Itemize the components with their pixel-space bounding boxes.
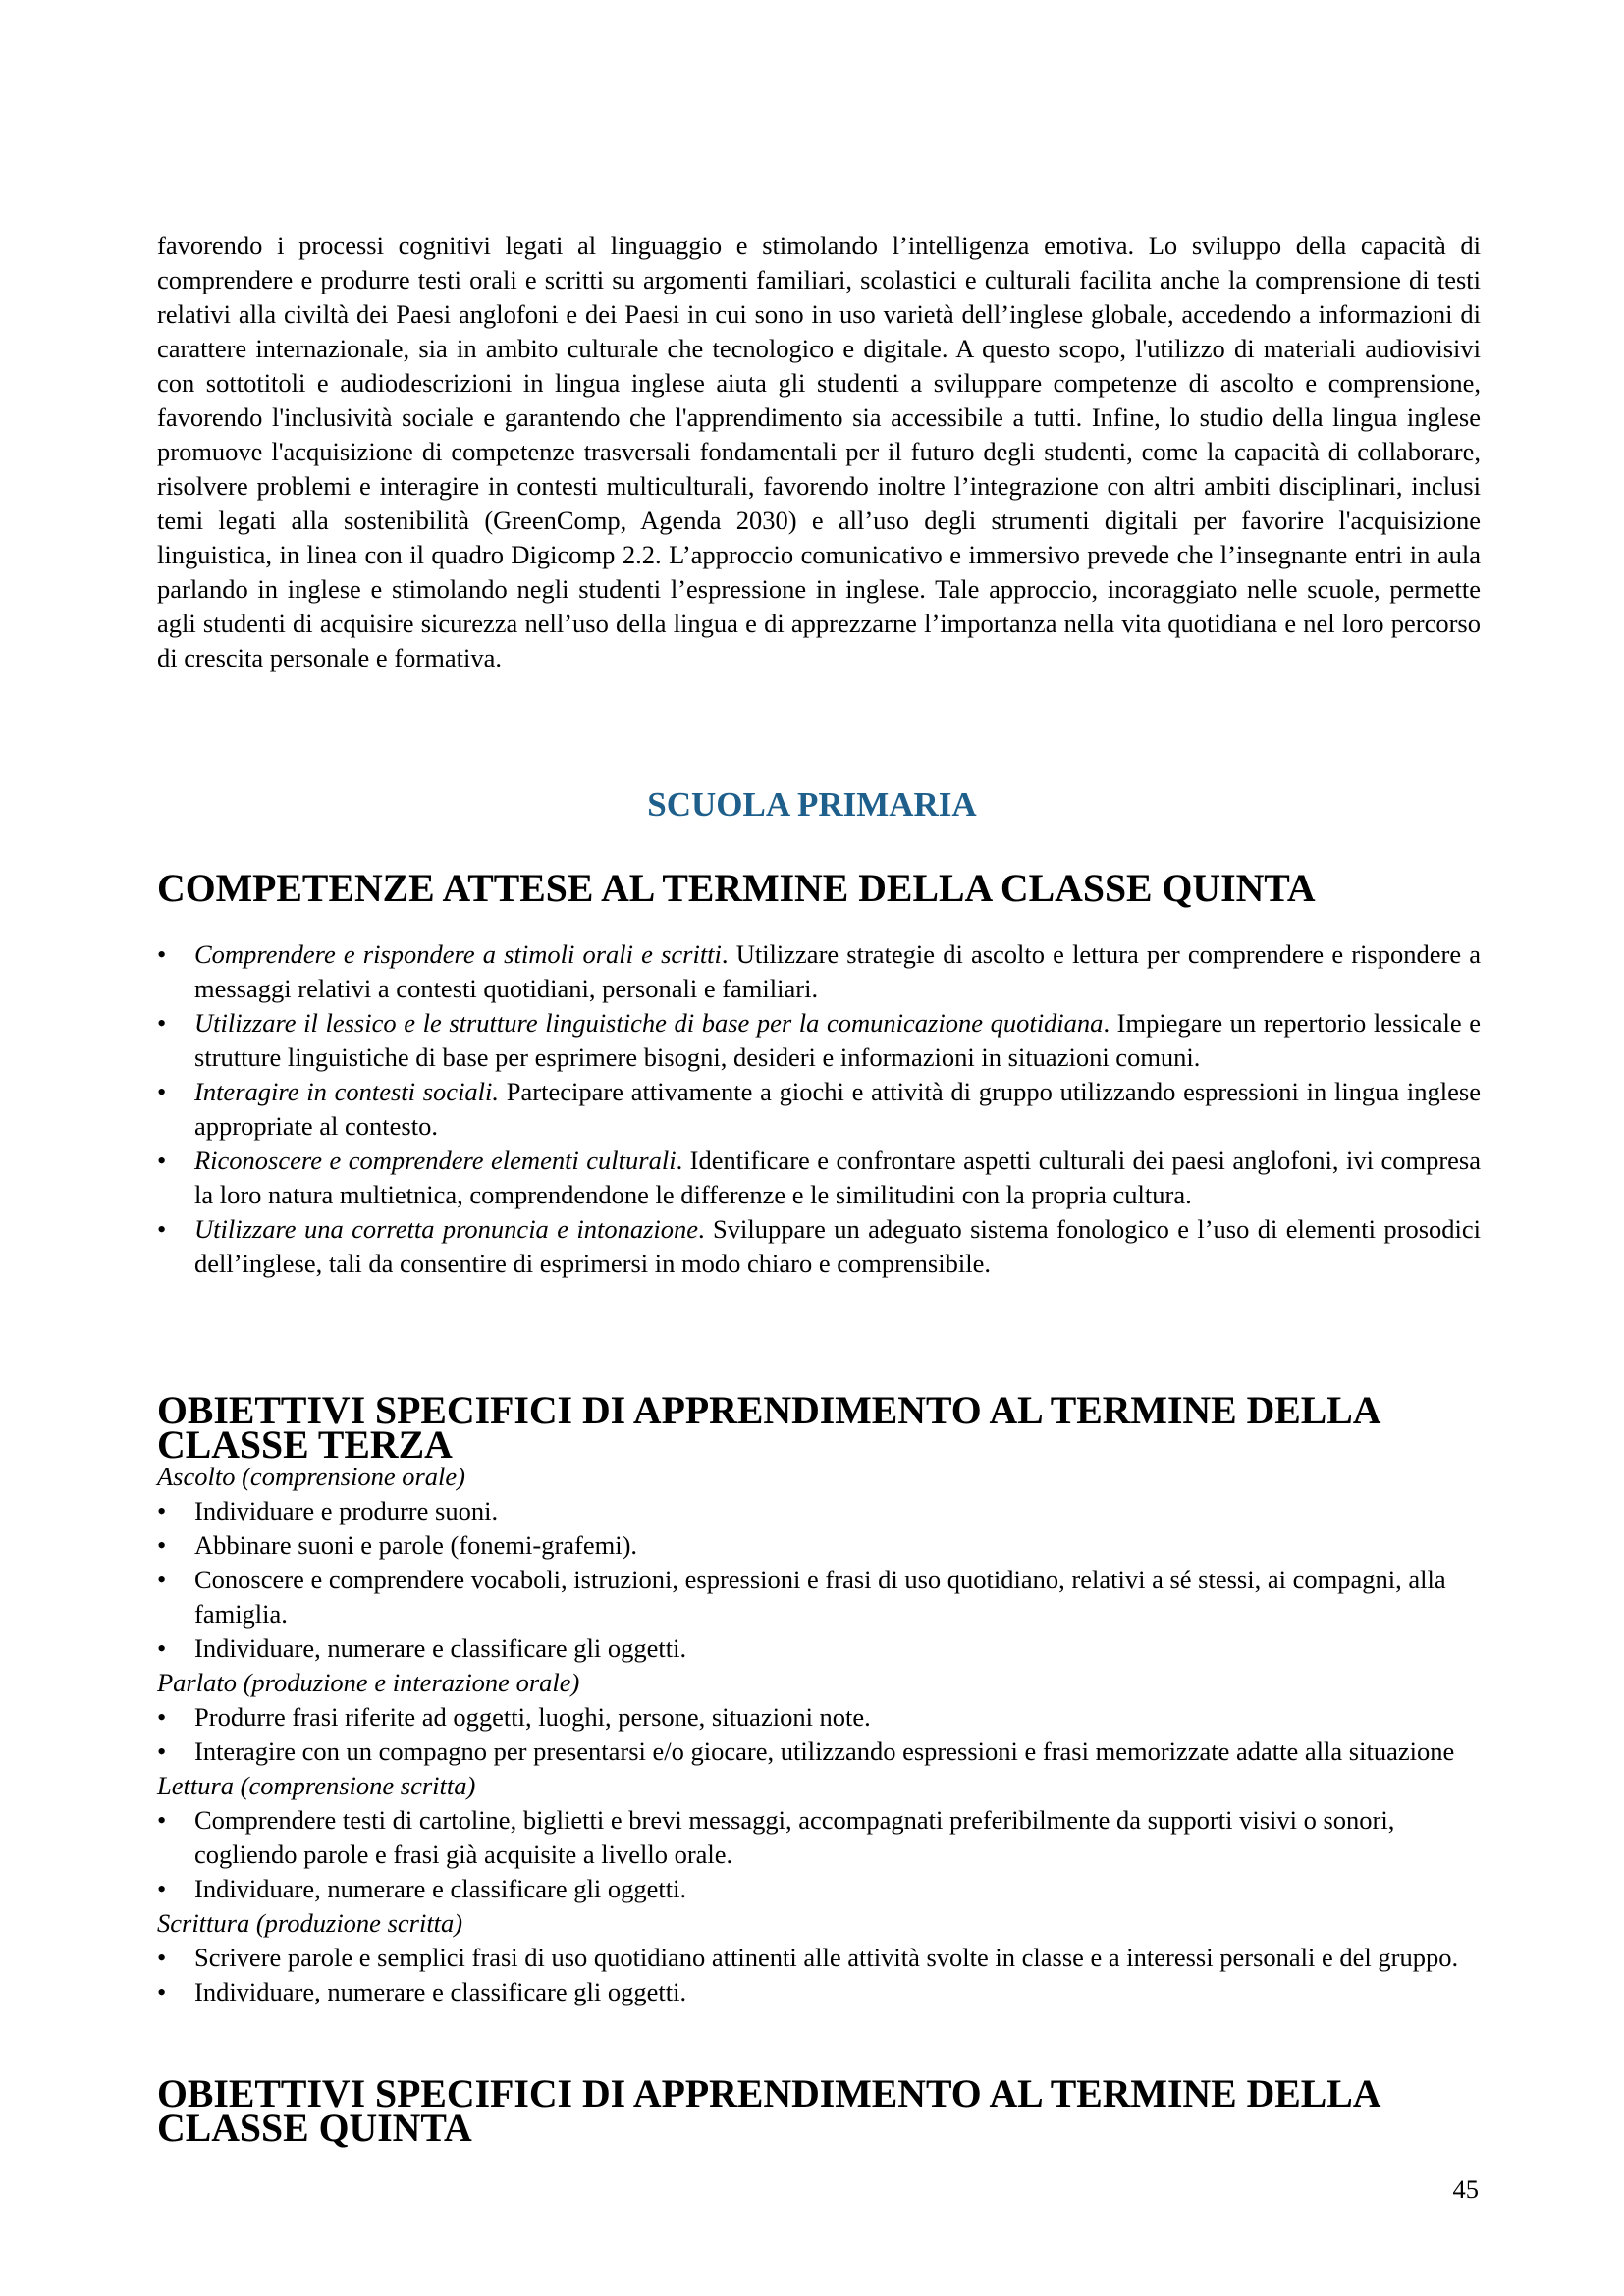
bullet: • <box>157 1077 167 1106</box>
bullet: • <box>157 939 167 969</box>
list-item-text: Conoscere e comprendere vocaboli, istruzioni, espressioni e frasi di uso quotidiano, relativi a sé stessi, ai compagni, alla famiglia. <box>194 1565 1446 1629</box>
page-number: 45 <box>1452 2174 1479 2204</box>
list-item <box>157 1144 1481 1212</box>
list-item <box>157 1975 1481 2009</box>
list-item-text: Abbinare suoni e parole (fonemi-grafemi). <box>194 1530 638 1560</box>
bullet: • <box>157 1530 167 1560</box>
list-item <box>157 1528 1481 1563</box>
bullet: • <box>157 1702 167 1732</box>
competenza-title: Interagire in contesti sociali. <box>194 1077 500 1106</box>
ascolto-list <box>157 1494 1481 1666</box>
competenza-title: Riconoscere e comprendere elementi culturali <box>194 1146 677 1175</box>
bullet: • <box>157 1146 167 1175</box>
list-item <box>157 1006 1481 1075</box>
bullet: • <box>157 1736 167 1766</box>
list-item <box>157 937 1481 1006</box>
competenza-text: . Impiegare un repertorio lessicale e strutture linguistiche di base per esprimere bisogni, desideri e informazioni in situazioni comuni. <box>194 1008 1481 1072</box>
bullet: • <box>157 1565 167 1594</box>
competenza-text: . Sviluppare un adeguato sistema fonologico e l’uso di elementi prosodici dell’inglese, tali da consentire di esprimersi in modo chiaro e comprensibile. <box>194 1214 1481 1278</box>
list-item <box>157 1212 1481 1281</box>
section-title: SCUOLA PRIMARIA <box>647 785 977 824</box>
list-item-text: Individuare, numerare e classificare gli oggetti. <box>194 1977 687 2006</box>
list-item <box>157 1563 1481 1631</box>
competenza-title: Comprendere e rispondere a stimoli orali e scritti <box>194 939 722 969</box>
list-item-text: Scrivere parole e semplici frasi di uso quotidiano attinenti alle attività svolte in classe e a interessi personali e del gruppo. <box>194 1943 1459 1972</box>
obiettivi-terza-heading: OBIETTIVI SPECIFICI DI APPRENDIMENTO AL TERMINE DELLA CLASSE TERZA <box>157 1389 1380 1467</box>
bullet: • <box>157 1874 167 1903</box>
bullet: • <box>157 1943 167 1972</box>
obiettivi-terza-block <box>157 1460 1481 2009</box>
competenza-text: Partecipare attivamente a giochi e attività di gruppo utilizzando espressioni in lingua inglese appropriate al contesto. <box>194 1077 1481 1141</box>
subheading-scrittura: Scrittura (produzione scritta) <box>157 1908 463 1938</box>
bullet: • <box>157 1496 167 1525</box>
list-item <box>157 1075 1481 1144</box>
list-item <box>157 1494 1481 1528</box>
subheading-lettura: Lettura (comprensione scritta) <box>157 1771 476 1800</box>
subheading-ascolto: Ascolto (comprensione orale) <box>157 1462 466 1491</box>
subheading-parlato: Parlato (produzione e interazione orale) <box>157 1668 580 1697</box>
list-item <box>157 1735 1481 1769</box>
list-item <box>157 1631 1481 1666</box>
list-item-text: Comprendere testi di cartoline, biglietti e brevi messaggi, accompagnati preferibilmente da supporti visivi o sonori, cogliendo parole e frasi già acquisite a livello orale. <box>194 1805 1395 1869</box>
competenze-list <box>157 937 1481 1281</box>
bullet: • <box>157 1977 167 2006</box>
list-item <box>157 1941 1481 1975</box>
parlato-list <box>157 1700 1481 1769</box>
obiettivi-quinta-heading: OBIETTIVI SPECIFICI DI APPRENDIMENTO AL TERMINE DELLA CLASSE QUINTA <box>157 2072 1380 2150</box>
list-item-text: Individuare, numerare e classificare gli oggetti. <box>194 1633 687 1663</box>
list-item-text: Interagire con un compagno per presentarsi e/o giocare, utilizzando espressioni e frasi memorizzate adatte alla situazione <box>194 1736 1455 1766</box>
list-item-text: Individuare, numerare e classificare gli oggetti. <box>194 1874 687 1903</box>
scrittura-list <box>157 1941 1481 2009</box>
list-item <box>157 1872 1481 1906</box>
intro-paragraph: favorendo i processi cognitivi legati al linguaggio e stimolando l’intelligenza emotiva. Lo sviluppo della capacità di comprendere e produrre testi orali e scritti su argomenti familiari, scolastici e culturali facilita anche la comprensione di testi relativi alla civiltà dei Paesi anglofoni e dei Paesi in cui sono in uso varietà dell’inglese globale, accedendo a informazioni di carattere internazionale, sia in ambito culturale che tecnologico e digitale. A questo scopo, l'utilizzo di materiali audiovisivi con sottotitoli e audiodescrizioni in lingua inglese aiuta gli studenti a sviluppare competenze di ascolto e comprensione, favorendo l'inclusività sociale e garantendo che l'apprendimento sia accessibile a tutti. Infine, lo studio della lingua inglese promuove l'acquisizione di competenze trasversali fondamentali per il futuro degli studenti, come la capacità di collaborare, risolvere problemi e interagire in contesti multiculturali, favorendo inoltre l’integrazione con altri ambiti disciplinari, inclusi temi legati alla sostenibilità (GreenComp, Agenda 2030) e all’uso degli strumenti digitali per favorire l'acquisizione linguistica, in linea con il quadro Digicomp 2.2. L’approccio comunicativo e immersivo prevede che l’insegnante entri in aula parlando in inglese e stimolando negli studenti l’espressione in inglese. Tale approccio, incoraggiato nelle scuole, permette agli studenti di acquisire sicurezza nell’uso della lingua e di apprezzarne l’importanza nella vita quotidiana e nel loro percorso di crescita personale e formativa. <box>157 231 1481 672</box>
bullet: • <box>157 1214 167 1244</box>
list-item <box>157 1803 1481 1872</box>
bullet: • <box>157 1633 167 1663</box>
competenza-title: Utilizzare una corretta pronuncia e intonazione <box>194 1214 699 1244</box>
competenza-text: . Utilizzare strategie di ascolto e lettura per comprendere e rispondere a messaggi relativi a contesti quotidiani, personali e familiari. <box>194 939 1481 1003</box>
competenza-title: Utilizzare il lessico e le strutture linguistiche di base per la comunicazione quotidiana <box>194 1008 1104 1038</box>
list-item-text: Produrre frasi riferite ad oggetti, luoghi, persone, situazioni note. <box>194 1702 871 1732</box>
bullet: • <box>157 1805 167 1835</box>
lettura-list <box>157 1803 1481 1906</box>
competenza-text: . Identificare e confrontare aspetti culturali dei paesi anglofoni, ivi compresa la loro natura multietnica, comprendendone le differenze e le similitudini con la propria cultura. <box>194 1146 1481 1209</box>
competenze-heading: COMPETENZE ATTESE AL TERMINE DELLA CLASSE QUINTA <box>157 867 1316 910</box>
bullet: • <box>157 1008 167 1038</box>
list-item <box>157 1700 1481 1735</box>
list-item-text: Individuare e produrre suoni. <box>194 1496 499 1525</box>
